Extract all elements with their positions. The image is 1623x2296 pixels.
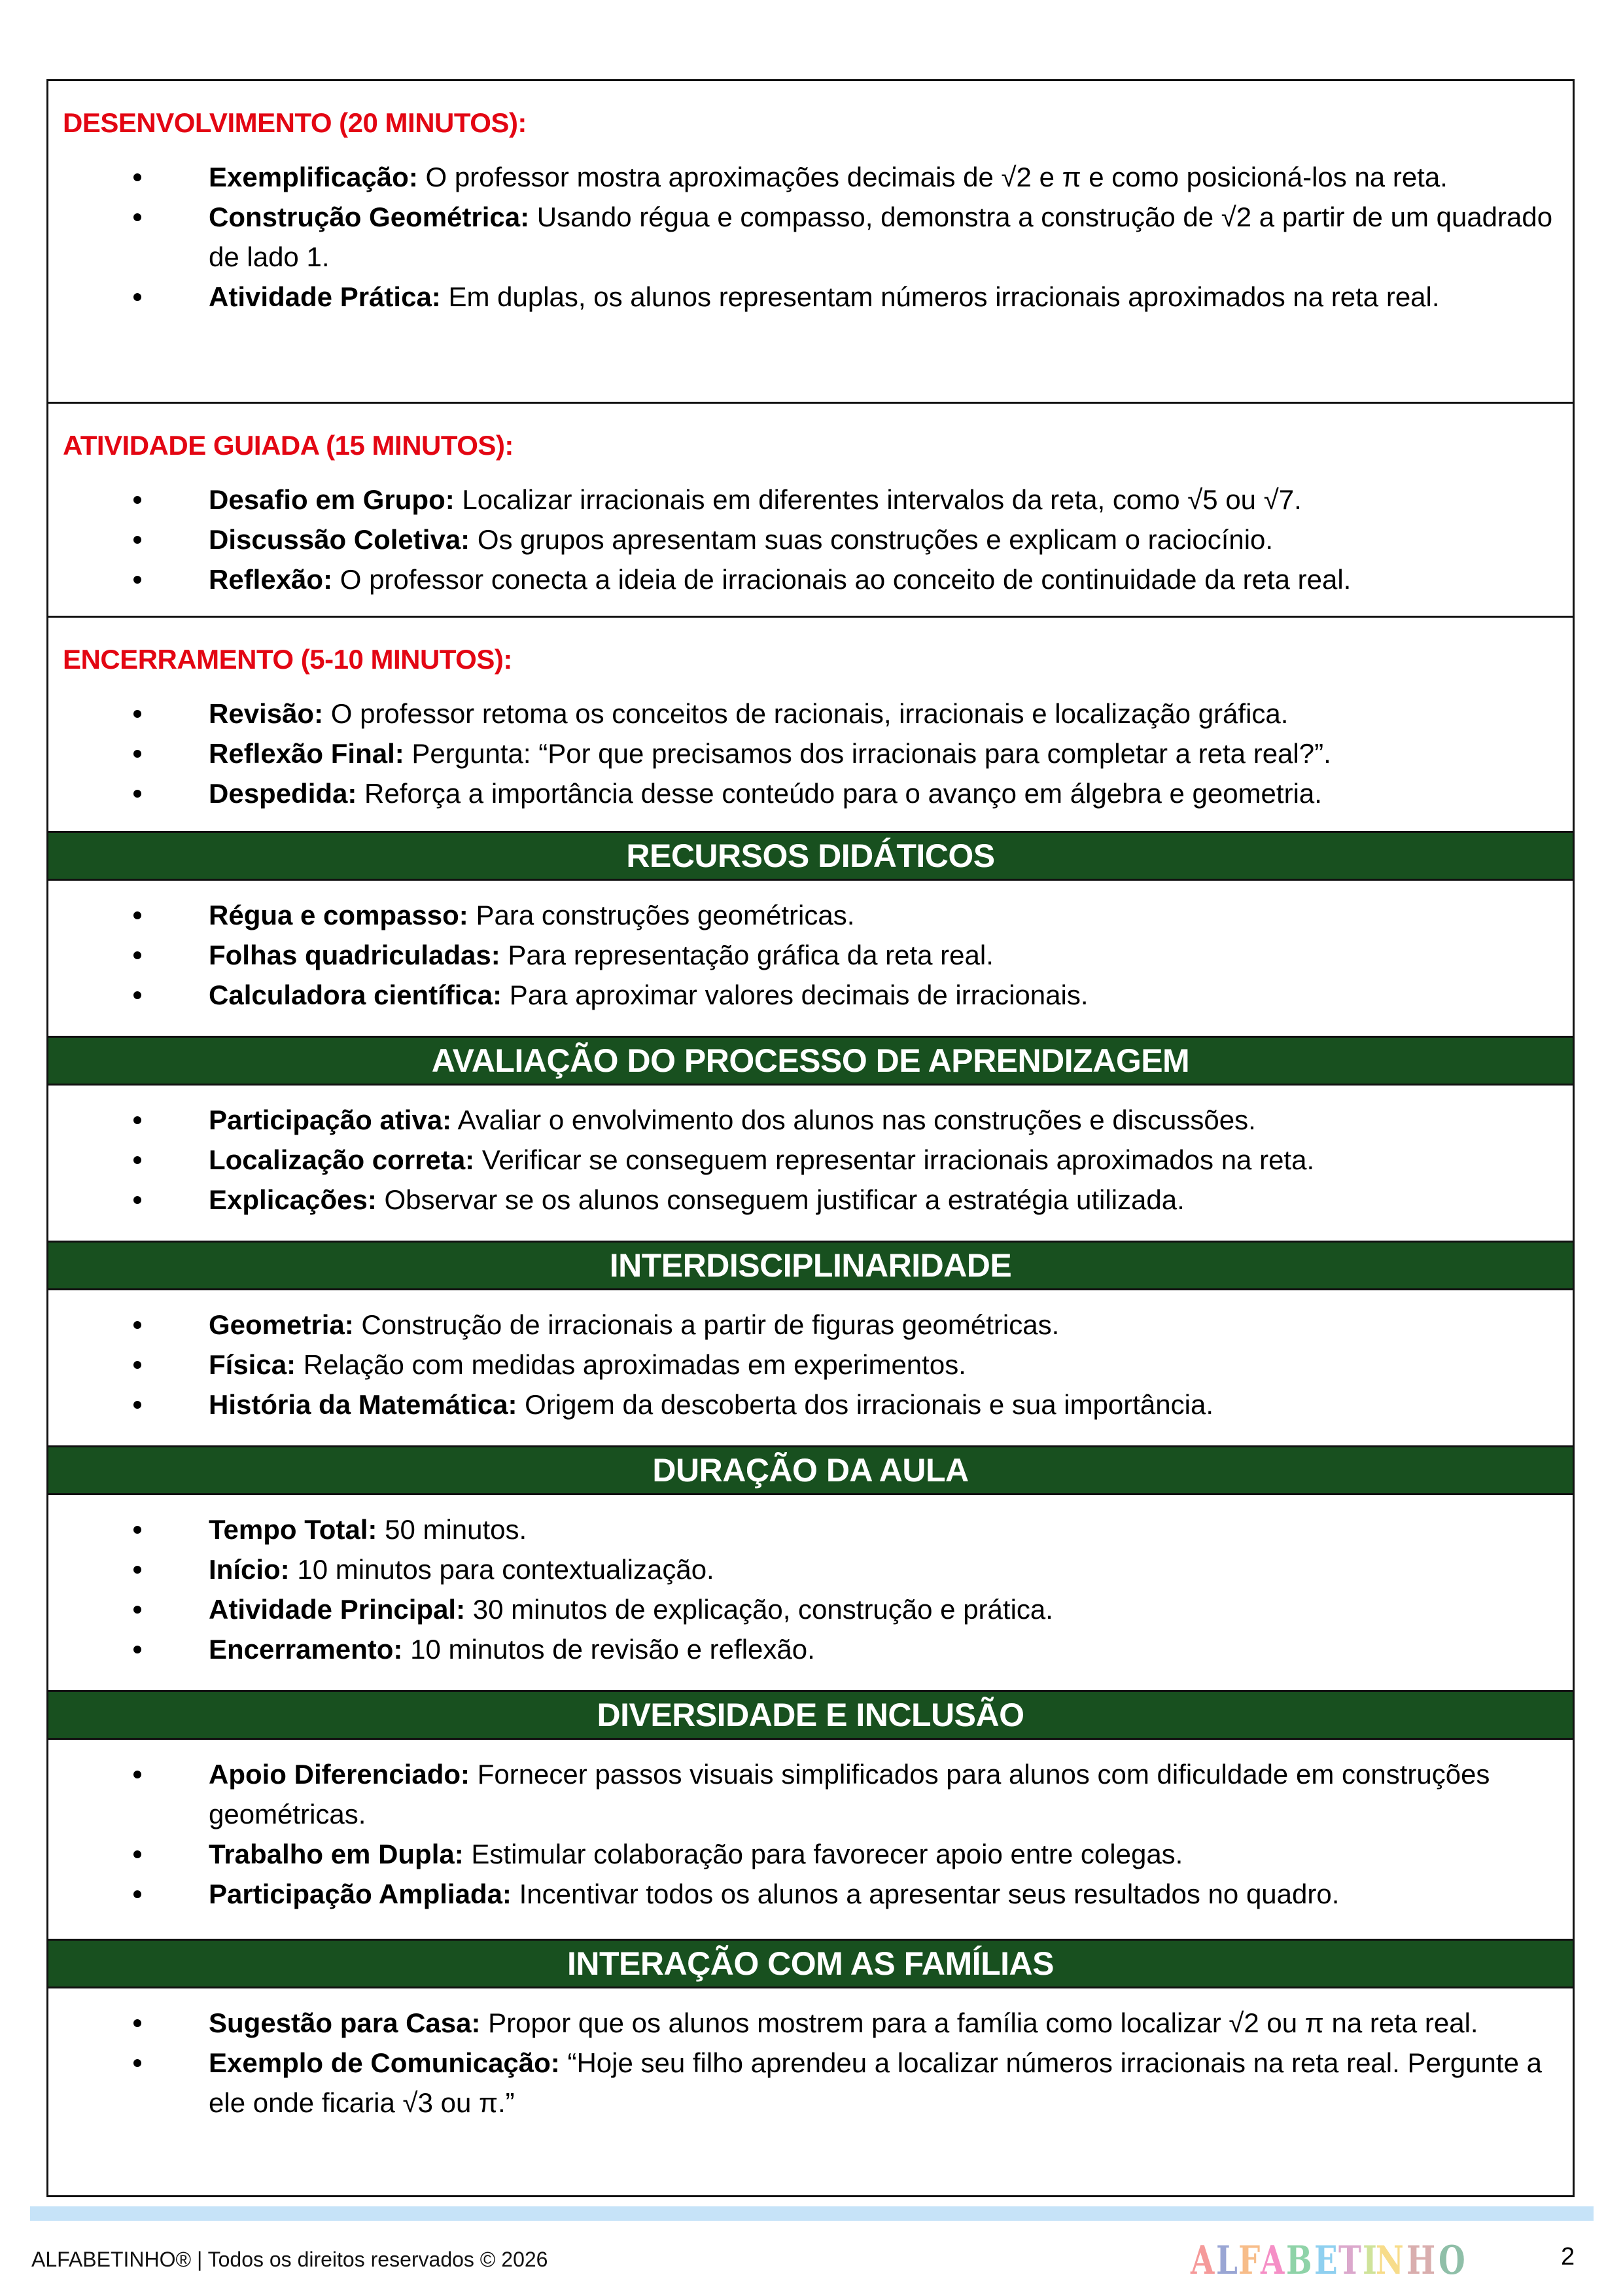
section-avaliacao xyxy=(48,1038,1573,1243)
list-item: Discussão Coletiva: Os grupos apresentam suas construções e explicam o raciocínio. xyxy=(63,520,1560,559)
item-list xyxy=(63,1100,1560,1220)
section-header-band: RECURSOS DIDÁTICOS xyxy=(48,833,1573,881)
section-header-band: AVALIAÇÃO DO PROCESSO DE APRENDIZAGEM xyxy=(48,1038,1573,1086)
page-number: 2 xyxy=(1561,2243,1575,2270)
section-duracao xyxy=(48,1447,1573,1692)
list-item: Localização correta: Verificar se conseguem representar irracionais aproximados na reta. xyxy=(63,1140,1560,1180)
logo-letter: O xyxy=(1438,2238,1466,2284)
list-item: História da Matemática: Origem da descoberta dos irracionais e sua importância. xyxy=(63,1385,1560,1424)
logo-letter: N xyxy=(1376,2238,1405,2284)
section-title: DESENVOLVIMENTO (20 MINUTOS): xyxy=(63,107,527,138)
footer-divider-bar xyxy=(30,2206,1594,2221)
item-list xyxy=(63,694,1560,813)
section-header-band: DIVERSIDADE E INCLUSÃO xyxy=(48,1692,1573,1740)
item-list xyxy=(63,895,1560,1015)
lesson-plan-table xyxy=(46,79,1575,2197)
logo-letter: A xyxy=(1261,2238,1286,2284)
list-item: Trabalho em Dupla: Estimular colaboração para favorecer apoio entre colegas. xyxy=(63,1834,1560,1874)
item-list xyxy=(63,480,1560,599)
section-diversidade xyxy=(48,1692,1573,1941)
logo-letter: L xyxy=(1215,2238,1239,2284)
item-list xyxy=(63,2003,1560,2123)
section-atividade-guiada xyxy=(48,404,1573,618)
list-item: Calculadora científica: Para aproximar valores decimais de irracionais. xyxy=(63,975,1560,1015)
list-item: Atividade Principal: 30 minutos de explicação, construção e prática. xyxy=(63,1589,1560,1629)
list-item: Despedida: Reforça a importância desse conteúdo para o avanço em álgebra e geometria. xyxy=(63,773,1560,813)
list-item: Exemplo de Comunicação: “Hoje seu filho aprendeu a localizar números irracionais na reta real. Pergunte a ele onde ficaria √3 ou π.” xyxy=(63,2043,1560,2123)
section-familias xyxy=(48,1941,1573,2197)
logo-letter: H xyxy=(1406,2238,1437,2284)
list-item: Encerramento: 10 minutos de revisão e reflexão. xyxy=(63,1629,1560,1669)
list-item: Sugestão para Casa: Propor que os alunos mostrem para a família como localizar √2 ou π na reta real. xyxy=(63,2003,1560,2043)
logo-letter: B xyxy=(1285,2238,1314,2284)
list-item: Folhas quadriculadas: Para representação gráfica da reta real. xyxy=(63,935,1560,975)
list-item: Atividade Prática: Em duplas, os alunos representam números irracionais aproximados na reta real. xyxy=(63,277,1560,317)
list-item: Participação ativa: Avaliar o envolvimento dos alunos nas construções e discussões. xyxy=(63,1100,1560,1140)
logo-letter: F xyxy=(1238,2238,1261,2284)
section-header-band: INTERAÇÃO COM AS FAMÍLIAS xyxy=(48,1941,1573,1988)
footer-copyright: ALFABETINHO® | Todos os direitos reservados © 2026 xyxy=(31,2248,548,2271)
list-item: Exemplificação: O professor mostra aproximações decimais de √2 e π e como posicioná-los na reta. xyxy=(63,157,1560,197)
list-item: Participação Ampliada: Incentivar todos os alunos a apresentar seus resultados no quadro. xyxy=(63,1874,1560,1914)
list-item: Explicações: Observar se os alunos conseguem justificar a estratégia utilizada. xyxy=(63,1180,1560,1220)
list-item: Apoio Diferenciado: Fornecer passos visuais simplificados para alunos com dificuldade em construções geométricas. xyxy=(63,1754,1560,1834)
list-item: Tempo Total: 50 minutos. xyxy=(63,1510,1560,1549)
logo-letter: T xyxy=(1338,2238,1363,2284)
logo-letter: I xyxy=(1363,2238,1378,2284)
list-item: Revisão: O professor retoma os conceitos de racionais, irracionais e localização gráfica. xyxy=(63,694,1560,733)
section-title: ENCERRAMENTO (5-10 MINUTOS): xyxy=(63,644,512,675)
list-item: Régua e compasso: Para construções geométricas. xyxy=(63,895,1560,935)
list-item: Reflexão: O professor conecta a ideia de irracionais ao conceito de continuidade da reta real. xyxy=(63,559,1560,599)
logo-letter: A xyxy=(1191,2238,1215,2284)
section-recursos xyxy=(48,831,1573,1038)
list-item: Início: 10 minutos para contextualização. xyxy=(63,1549,1560,1589)
item-list xyxy=(63,1305,1560,1424)
list-item: Física: Relação com medidas aproximadas em experimentos. xyxy=(63,1345,1560,1385)
item-list xyxy=(63,157,1560,317)
section-interdisciplinaridade xyxy=(48,1243,1573,1447)
list-item: Construção Geométrica: Usando régua e compasso, demonstra a construção de √2 a partir de um quadrado de lado 1. xyxy=(63,197,1560,277)
logo-letter: E xyxy=(1314,2238,1338,2284)
section-header-band: INTERDISCIPLINARIDADE xyxy=(48,1243,1573,1290)
alfabetinho-logo xyxy=(1191,2238,1467,2284)
section-encerramento xyxy=(48,618,1573,831)
section-desenvolvimento xyxy=(48,81,1573,404)
item-list xyxy=(63,1510,1560,1669)
section-title: ATIVIDADE GUIADA (15 MINUTOS): xyxy=(63,430,514,461)
item-list xyxy=(63,1754,1560,1914)
list-item: Desafio em Grupo: Localizar irracionais em diferentes intervalos da reta, como √5 ou √7. xyxy=(63,480,1560,520)
list-item: Reflexão Final: Pergunta: “Por que precisamos dos irracionais para completar a reta real?”. xyxy=(63,733,1560,773)
list-item: Geometria: Construção de irracionais a partir de figuras geométricas. xyxy=(63,1305,1560,1345)
section-header-band: DURAÇÃO DA AULA xyxy=(48,1447,1573,1495)
